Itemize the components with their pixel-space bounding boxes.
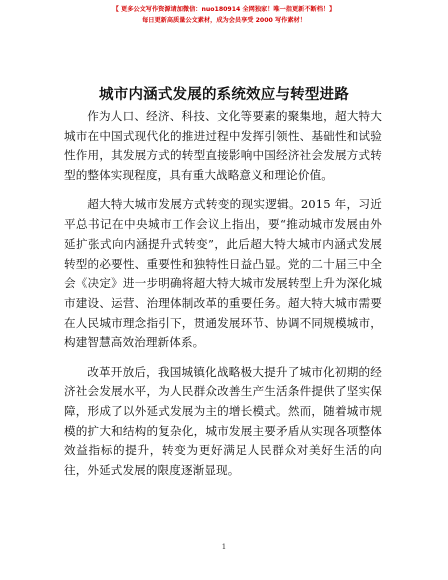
promo-banner-line-1: 【 更多公文写作资源请加微信：nuo180914 全网独家！唯一指更新不断档！】 [112,6,336,13]
promo-banner-line-2: 每日更新高质量公文素材，成为会员享受 2000 写作素材！ [142,17,306,24]
promo-banner [0,4,448,26]
paragraph-2: 超大特大城市发展方式转变的现实逻辑。2015 年，习近平总书记在中央城市工作会议上指出，要“推动城市发展由外延扩张式向内涵提升式转变”，此后超大特大城市内涵式发展转型的必要性、重要性和独特性日益凸显。党的二十届三中全会《决定》进一步明确将超大特大城市发展转型上升为深化城市建设、运营、治理体制改革的重要任务。超大特大城市需要在人民城市理念指引下，贯通发展环节、协调不同规模城市，构建智慧高效治理新体系。 [64,197,382,350]
paragraph-3: 改革开放后，我国城镇化战略极大提升了城市化初期的经济社会发展水平，为人民群众改善生产生活条件提供了坚实保障，形成了以外延式发展为主的增长模式。然而，随着城市规模的扩大和结构的复杂化，城市发展主要矛盾从实现各项整体效益指标的提升，转变为更好满足人民群众对美好生活的向往，外延式发展的限度逐渐显现。 [64,364,382,478]
paragraph-1: 作为人口、经济、科技、文化等要素的聚集地，超大特大城市在中国式现代化的推进过程中发挥引领性、基础性和试验性作用，其发展方式的转型直接影响中国经济社会发展方式转型的整体实现程度，具有重大战略意义和理论价值。 [64,109,382,183]
page-number: 1 [221,543,227,551]
document-title: 城市内涵式发展的系统效应与转型进路 [99,87,349,103]
document-body [64,107,382,490]
